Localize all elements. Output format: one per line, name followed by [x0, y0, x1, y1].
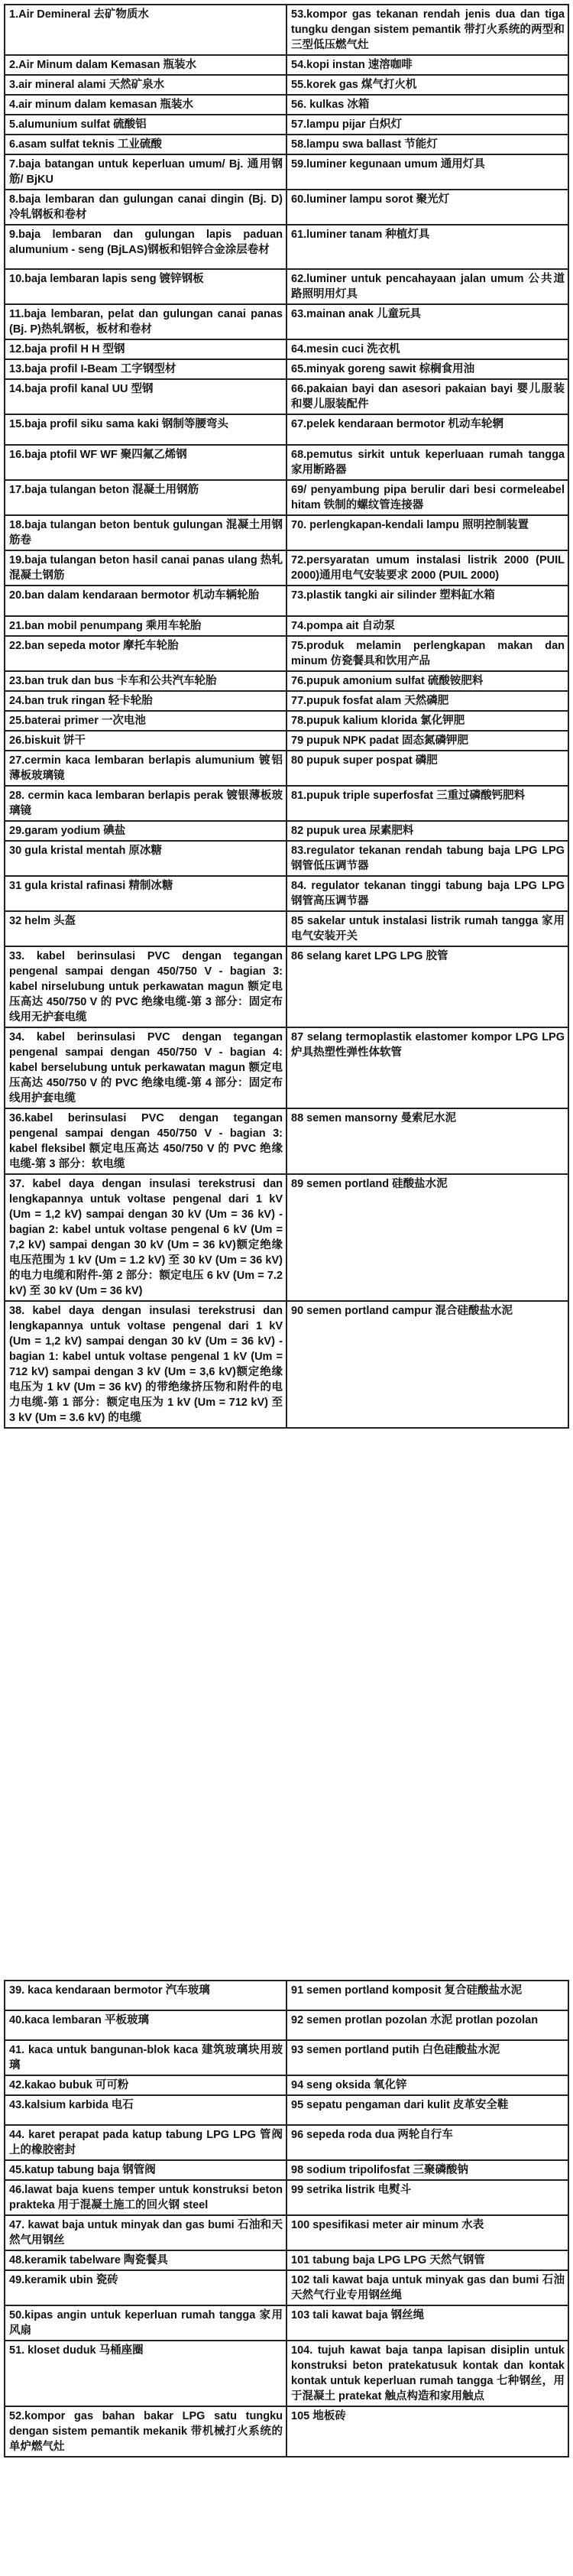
right-item-cell: 99 setrika listrik 电熨斗 — [286, 2180, 568, 2215]
table-row — [5, 2250, 568, 2270]
table-row — [5, 786, 568, 821]
right-item-cell: 65.minyak goreng sawit 棕榈食用油 — [286, 359, 568, 379]
table-row — [5, 515, 568, 550]
left-item-cell: 15.baja profil siku sama kaki 钢制等腰弯头 — [5, 414, 286, 445]
table-row — [5, 304, 568, 339]
table-row — [5, 691, 568, 711]
table-row — [5, 55, 568, 75]
right-item-cell: 95 sepatu pengaman dari kulit 皮革安全鞋 — [286, 2095, 568, 2125]
left-item-cell: 9.baja lembaran dan gulungan lapis paduan alumunium - seng (BjLAS)钢板和铝锌合金涂层卷材 — [5, 225, 286, 269]
left-item-cell: 29.garam yodium 碘盐 — [5, 821, 286, 841]
right-item-cell: 98 sodium tripolifosfat 三聚磷酸钠 — [286, 2160, 568, 2180]
left-item-cell: 31 gula kristal rafinasi 精制冰糖 — [5, 876, 286, 911]
left-item-cell: 37. kabel daya dengan insulasi terekstrusi dan lengkapannya untuk voltase pengenal dari 1 kV (Um = 1,2 kV) sampai dengan 30 kV (Um = 36 kV) - bagian 2: kabel untuk voltase pengenal 6 kV (Um = 7,2 kV) sampai dengan 30 kV (Um = 36 kV)额定绝缘电压范围为 1 kV (Um = 1.2 kV) 至 30 kV (Um = 36 kV)的电力电缆和附件-第 2 部分：额定电压 6 kV (Um = 7.2 kV) 至 30 kV (Um = 36 kV) — [5, 1174, 286, 1301]
right-item-cell: 66.pakaian bayi dan asesori pakaian bayi 婴儿服装和婴儿服装配件 — [286, 379, 568, 414]
product-table-1 — [4, 4, 569, 1429]
right-item-cell: 101 tabung baja LPG LPG 天然气钢管 — [286, 2250, 568, 2270]
right-item-cell: 62.luminer untuk pencahayaan jalan umum 公共道路照明用灯具 — [286, 269, 568, 304]
right-item-cell: 94 seng oksida 氧化锌 — [286, 2075, 568, 2095]
right-item-cell: 78.pupuk kalium klorida 氯化钾肥 — [286, 711, 568, 731]
right-item-cell: 77.pupuk fosfat alam 天然磷肥 — [286, 691, 568, 711]
table-row — [5, 2270, 568, 2305]
left-item-cell: 47. kawat baja untuk minyak dan gas bumi 石油和天然气用钢丝 — [5, 2215, 286, 2250]
right-item-cell: 79 pupuk NPK padat 固态氮磷钾肥 — [286, 731, 568, 751]
right-item-cell: 103 tali kawat baja 钢丝绳 — [286, 2305, 568, 2341]
left-item-cell: 52.kompor gas bahan bakar LPG satu tungku dengan sistem pemantik mekanik 带机械打火系统的单炉燃气灶 — [5, 2406, 286, 2457]
table-row — [5, 671, 568, 691]
left-item-cell: 48.keramik tabelware 陶瓷餐具 — [5, 2250, 286, 2270]
right-item-cell: 67.pelek kendaraan bermotor 机动车轮辋 — [286, 414, 568, 445]
right-item-cell: 84. regulator tekanan tinggi tabung baja LPG LPG 钢管高压调节器 — [286, 876, 568, 911]
right-item-cell: 53.kompor gas tekanan rendah jenis dua dan tiga tungku dengan sistem pemantik 带打火系统的两型和三型低压燃气灶 — [286, 5, 568, 55]
left-item-cell: 8.baja lembaran dan gulungan canai dingin (Bj. D)冷轧钢板和卷材 — [5, 190, 286, 225]
left-item-cell: 40.kaca lembaran 平板玻璃 — [5, 2010, 286, 2040]
left-item-cell: 26.biskuit 饼干 — [5, 731, 286, 751]
left-item-cell: 10.baja lembaran lapis seng 镀锌钢板 — [5, 269, 286, 304]
left-item-cell: 21.ban mobil penumpang 乘用车轮胎 — [5, 616, 286, 636]
right-item-cell: 76.pupuk amonium sulfat 硫酸铵肥料 — [286, 671, 568, 691]
table-row — [5, 616, 568, 636]
table-row — [5, 2160, 568, 2180]
table-row — [5, 2075, 568, 2095]
product-table-2 — [4, 1980, 569, 2458]
left-item-cell: 38. kabel daya dengan insulasi terekstrusi dan lengkapannya untuk voltase pengenal dari 1 kV (Um = 1,2 kV) sampai dengan 30 kV (Um = 36 kV) - bagian 1: kabel untuk voltase pengenal 1 kV (Um = 712 kV) sampai dengan 3 kV (Um = 3,6 kV)额定绝缘电压为 1 kV (Um = 36 kV) 的带绝缘挤压物和附件的电力电缆-第 1 部分：额定电压为 1 kV (Um = 712 kV) 至 3 kV (Um = 3.6 kV) 的电缆 — [5, 1301, 286, 1428]
left-item-cell: 11.baja lembaran, pelat dan gulungan canai panas (Bj. P)热轧钢板，板材和卷材 — [5, 304, 286, 339]
left-item-cell: 30 gula kristal mentah 原冰糖 — [5, 841, 286, 876]
table-row — [5, 946, 568, 1027]
right-item-cell: 69/ penyambung pipa berulir dari besi cormeleabel hitam 铁制的螺纹管连接器 — [286, 480, 568, 515]
table-row — [5, 480, 568, 515]
right-item-cell: 89 semen portland 硅酸盐水泥 — [286, 1174, 568, 1301]
left-item-cell: 18.baja tulangan beton bentuk gulungan 混凝土用钢筋卷 — [5, 515, 286, 550]
left-item-cell: 50.kipas angin untuk keperluan rumah tangga 家用风扇 — [5, 2305, 286, 2341]
right-item-cell: 68.pemutus sirkit untuk keperluaan rumah tangga 家用断路器 — [286, 445, 568, 480]
table-row — [5, 359, 568, 379]
table-row — [5, 1108, 568, 1174]
left-item-cell: 19.baja tulangan beton hasil canai panas ulang 热轧混凝土钢筋 — [5, 550, 286, 586]
right-item-cell: 57.lampu pijar 白炽灯 — [286, 115, 568, 135]
table-row — [5, 1981, 568, 2010]
table-row — [5, 2305, 568, 2341]
right-item-cell: 87 selang termoplastik elastomer kompor LPG LPG 炉具热塑性弹性体软管 — [286, 1027, 568, 1108]
left-item-cell: 5.alumunium sulfat 硫酸铝 — [5, 115, 286, 135]
left-item-cell: 20.ban dalam kendaraan bermotor 机动车辆轮胎 — [5, 586, 286, 616]
left-item-cell: 17.baja tulangan beton 混凝土用钢筋 — [5, 480, 286, 515]
table-row — [5, 2010, 568, 2040]
right-item-cell: 91 semen portland komposit 复合硅酸盐水泥 — [286, 1981, 568, 2010]
right-item-cell: 90 semen portland campur 混合硅酸盐水泥 — [286, 1301, 568, 1428]
table-row — [5, 75, 568, 95]
right-item-cell: 85 sakelar untuk instalasi listrik rumah tangga 家用电气安装开关 — [286, 911, 568, 946]
left-item-cell: 3.air mineral alami 天然矿泉水 — [5, 75, 286, 95]
table-row — [5, 911, 568, 946]
right-item-cell: 56. kulkas 冰箱 — [286, 95, 568, 115]
right-item-cell: 105 地板砖 — [286, 2406, 568, 2457]
right-item-cell: 61.luminer tanam 种植灯具 — [286, 225, 568, 269]
table-row — [5, 379, 568, 414]
right-item-cell: 72.persyaratan umum instalasi listrik 2000 (PUIL 2000)通用电气安装要求 2000 (PUIL 2000) — [286, 550, 568, 586]
table-row — [5, 2180, 568, 2215]
left-item-cell: 1.Air Demineral 去矿物质水 — [5, 5, 286, 55]
left-item-cell: 28. cermin kaca lembaran berlapis perak 镀银薄板玻璃镜 — [5, 786, 286, 821]
right-item-cell: 86 selang karet LPG LPG 胶管 — [286, 946, 568, 1027]
left-item-cell: 22.ban sepeda motor 摩托车轮胎 — [5, 636, 286, 671]
right-item-cell: 93 semen portland putih 白色硅酸盐水泥 — [286, 2040, 568, 2075]
left-item-cell: 24.ban truk ringan 轻卡轮胎 — [5, 691, 286, 711]
right-item-cell: 55.korek gas 煤气打火机 — [286, 75, 568, 95]
table-row — [5, 2215, 568, 2250]
left-item-cell: 13.baja profil I-Beam 工字钢型材 — [5, 359, 286, 379]
table-row — [5, 2341, 568, 2406]
right-item-cell: 102 tali kawat baja untuk minyak gas dan bumi 石油天然气行业专用钢丝绳 — [286, 2270, 568, 2305]
left-item-cell: 32 helm 头盔 — [5, 911, 286, 946]
right-item-cell: 92 semen protlan pozolan 水泥 protlan pozolan — [286, 2010, 568, 2040]
right-item-cell: 64.mesin cuci 洗衣机 — [286, 339, 568, 359]
table-row — [5, 2095, 568, 2125]
left-item-cell: 41. kaca untuk bangunan-blok kaca 建筑玻璃块用玻璃 — [5, 2040, 286, 2075]
right-item-cell: 82 pupuk urea 尿素肥料 — [286, 821, 568, 841]
right-item-cell: 70. perlengkapan-kendali lampu 照明控制装置 — [286, 515, 568, 550]
left-item-cell: 46.lawat baja kuens temper untuk konstruksi beton prakteka 用于混凝土施工的回火钢 steel — [5, 2180, 286, 2215]
table-row — [5, 550, 568, 586]
table-row — [5, 2406, 568, 2457]
left-item-cell: 27.cermin kaca lembaran berlapis alumunium 镀铝薄板玻璃镜 — [5, 751, 286, 786]
left-item-cell: 14.baja profil kanal UU 型钢 — [5, 379, 286, 414]
right-item-cell: 81.pupuk triple superfosfat 三重过磷酸钙肥料 — [286, 786, 568, 821]
right-item-cell: 73.plastik tangki air silinder 塑料缸水箱 — [286, 586, 568, 616]
left-item-cell: 12.baja profil H H 型钢 — [5, 339, 286, 359]
left-item-cell: 4.air minum dalam kemasan 瓶装水 — [5, 95, 286, 115]
table-row — [5, 95, 568, 115]
right-item-cell: 54.kopi instan 速溶咖啡 — [286, 55, 568, 75]
table-row — [5, 2040, 568, 2075]
table-row — [5, 269, 568, 304]
table-row — [5, 821, 568, 841]
left-item-cell: 51. kloset duduk 马桶座圈 — [5, 2341, 286, 2406]
left-item-cell: 43.kalsium karbida 电石 — [5, 2095, 286, 2125]
right-item-cell: 100 spesifikasi meter air minum 水表 — [286, 2215, 568, 2250]
left-item-cell: 2.Air Minum dalam Kemasan 瓶装水 — [5, 55, 286, 75]
right-item-cell: 63.mainan anak 儿童玩具 — [286, 304, 568, 339]
table-row — [5, 115, 568, 135]
table-row — [5, 414, 568, 445]
left-item-cell: 44. karet perapat pada katup tabung LPG LPG 管阀上的橡胶密封 — [5, 2125, 286, 2160]
left-item-cell: 39. kaca kendaraan bermotor 汽车玻璃 — [5, 1981, 286, 2010]
table-row — [5, 225, 568, 269]
left-item-cell: 36.kabel berinsulasi PVC dengan tegangan pengenal sampai dengan 450/750 V - bagian 3: kabel fleksibel 额定电压高达 450/750 V 的 PVC 绝缘电缆-第 3 部分：软电缆 — [5, 1108, 286, 1174]
table-row — [5, 841, 568, 876]
left-item-cell: 45.katup tabung baja 钢管阀 — [5, 2160, 286, 2180]
table-row — [5, 2125, 568, 2160]
right-item-cell: 80 pupuk super pospat 磷肥 — [286, 751, 568, 786]
right-item-cell: 96 sepeda roda dua 两轮自行车 — [286, 2125, 568, 2160]
table-row — [5, 586, 568, 616]
table-row — [5, 1027, 568, 1108]
right-item-cell: 74.pompa ait 自动泵 — [286, 616, 568, 636]
table-row — [5, 876, 568, 911]
table-row — [5, 339, 568, 359]
right-item-cell: 75.produk melamin perlengkapan makan dan minum 仿瓷餐具和饮用产品 — [286, 636, 568, 671]
table-row — [5, 445, 568, 480]
table-row — [5, 1174, 568, 1301]
table-row — [5, 711, 568, 731]
right-item-cell: 59.luminer kegunaan umum 通用灯具 — [286, 154, 568, 190]
left-item-cell: 49.keramik ubin 瓷砖 — [5, 2270, 286, 2305]
right-item-cell: 104. tujuh kawat baja tanpa lapisan disiplin untuk konstruksi beton pratekatusuk kontak dan kontak kontak untuk keperluan rumah tangga 七种钢丝，用于混凝土 pratekat 触点构造和家用触点 — [286, 2341, 568, 2406]
left-item-cell: 16.baja ptofil WF WF 聚四氟乙烯钢 — [5, 445, 286, 480]
table-row — [5, 154, 568, 190]
left-item-cell: 25.baterai primer 一次电池 — [5, 711, 286, 731]
left-item-cell: 42.kakao bubuk 可可粉 — [5, 2075, 286, 2095]
table-row — [5, 1301, 568, 1428]
left-item-cell: 6.asam sulfat teknis 工业硫酸 — [5, 135, 286, 154]
right-item-cell: 88 semen mansorny 曼索尼水泥 — [286, 1108, 568, 1174]
left-item-cell: 34. kabel berinsulasi PVC dengan tegangan pengenal sampai dengan 450/750 V - bagian 4: kabel berselubung untuk perkawatan magun 额定电压高达 450/750 V 的 PVC 绝缘电缆-第 4 部分：固定布线用护套电缆 — [5, 1027, 286, 1108]
table-row — [5, 751, 568, 786]
left-item-cell: 23.ban truk dan bus 卡车和公共汽车轮胎 — [5, 671, 286, 691]
table-row — [5, 135, 568, 154]
table-row — [5, 190, 568, 225]
right-item-cell: 83.regulator tekanan rendah tabung baja LPG LPG 钢管低压调节器 — [286, 841, 568, 876]
table-row — [5, 731, 568, 751]
left-item-cell: 33. kabel berinsulasi PVC dengan tegangan pengenal sampai dengan 450/750 V - bagian 3: kabel nirselubung untuk perkawatan magun 额定电压高达 450/750 V 的 PVC 绝缘电缆-第 3 部分：固定布线用无护套电缆 — [5, 946, 286, 1027]
table-row — [5, 636, 568, 671]
left-item-cell: 7.baja batangan untuk keperluan umum/ Bj. 通用钢筋/ BjKU — [5, 154, 286, 190]
right-item-cell: 58.lampu swa ballast 节能灯 — [286, 135, 568, 154]
right-item-cell: 60.luminer lampu sorot 聚光灯 — [286, 190, 568, 225]
table-row — [5, 5, 568, 55]
